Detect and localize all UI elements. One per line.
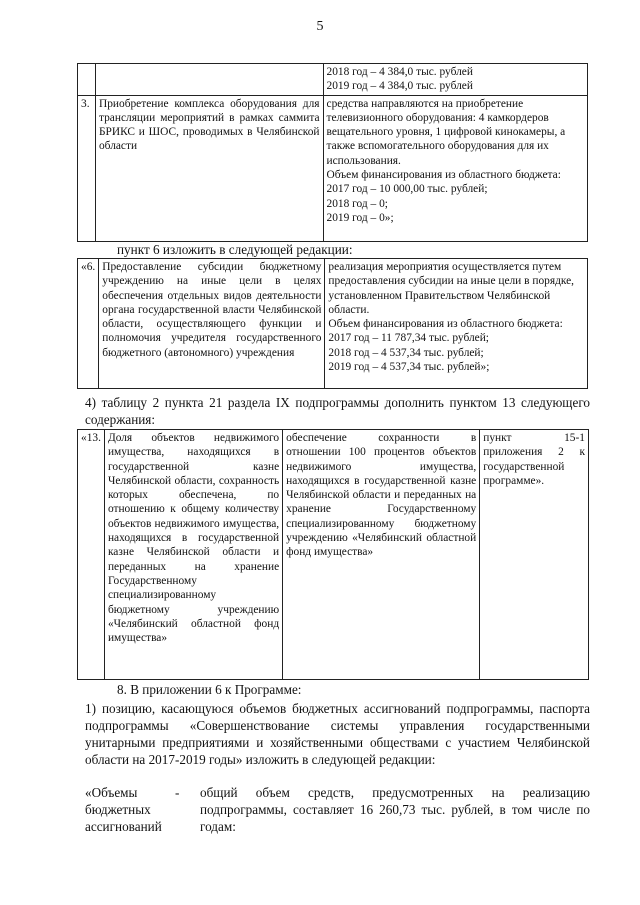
measure-name: Приобретение комплекса оборудования для трансляции мероприятий в рамках саммита БРИКС и ШОС, проводимых в Челябинской области <box>95 95 323 241</box>
row-number: 3. <box>78 95 96 241</box>
passport-key: «Объемы бюджетных ассигнований <box>85 785 162 834</box>
row-number: «6. <box>78 259 99 389</box>
funding-year-line: 2019 год – 4 384,0 тыс. рублей <box>326 80 473 93</box>
measure-description: реализация мероприятия осуществляется путем предоставления субсидии на иные цели в порядке, установленном Правительством Челябинской области. <box>328 261 575 316</box>
table-cell <box>78 64 96 96</box>
table-row <box>78 259 588 389</box>
measure-description: средства направляются на приобретение телевизионного оборудования: 4 камкордеров вещательного уровня, 1 цифровой кинокамеры, а также вспомогательного оборудования для их использования. <box>326 97 566 167</box>
paragraph: 4) таблицу 2 пункта 21 раздела IX подпрограммы дополнить пунктом 13 следующего содержания: <box>85 395 590 427</box>
measure-description-cell <box>323 95 587 241</box>
indicator-description: обеспечение сохранности в отношении 100 процентов объектов недвижимого имущества, находящихся в государственной казне Челябинской области и переданных на хранение Государственному специализированному бюджетному учреждению «Челябинский областной фонд имущества» <box>283 430 480 680</box>
indicator-name: Доля объектов недвижимого имущества, находящихся в государственной казне Челябинской области, сохранность которых обеспечена, по отношению к общему количеству объектов недвижимого имущества, находящихся в государственной казне Челябинской области и переданных на хранение Государственному специализированному бюджетному учреждению «Челябинский областной фонд имущества» <box>104 430 282 680</box>
measures-table-2 <box>77 258 588 389</box>
measures-table-1 <box>77 63 588 242</box>
table-row <box>78 430 589 680</box>
indicator-reference: пункт 15-1 приложения 2 к государственной программе». <box>480 430 589 680</box>
funding-year-line: 2019 год – 0»; <box>326 211 394 224</box>
passport-dash: - <box>175 785 180 800</box>
funding-intro: Объем финансирования из областного бюджета: <box>328 318 563 331</box>
paragraph: пункт 6 изложить в следующей редакции: <box>117 242 353 257</box>
page-number: 5 <box>316 19 324 34</box>
funding-year-line: 2019 год – 4 537,34 тыс. рублей»; <box>328 361 490 374</box>
funding-intro: Объем финансирования из областного бюджета: <box>326 169 561 182</box>
table-row <box>78 64 588 96</box>
funding-year-line: 2018 год – 0; <box>326 197 388 210</box>
passport-value: общий объем средств, предусмотренных на реализацию подпрограммы, составляет 16 260,73 тыс. рублей, в том числе по годам: <box>200 785 590 834</box>
row-number: «13. <box>78 430 105 680</box>
funding-year-line: 2017 год – 11 787,34 тыс. рублей; <box>328 332 489 345</box>
paragraph: 8. В приложении 6 к Программе: <box>117 682 302 697</box>
funding-year-line: 2018 год – 4 537,34 тыс. рублей; <box>328 346 484 359</box>
funding-year-line: 2018 год – 4 384,0 тыс. рублей <box>326 66 473 78</box>
measure-name: Предоставление субсидии бюджетному учреждению на иные цели в целях обеспечения отдельных видов деятельности органа государственной власти Челябинской области, осуществляющего функции и полномочия учредителя государственного бюджетного (автономного) учреждения <box>99 259 325 389</box>
table-row <box>78 95 588 241</box>
indicators-table <box>77 429 589 680</box>
table-cell <box>95 64 323 96</box>
measure-description-cell <box>325 259 588 389</box>
funding-year-line: 2017 год – 10 000,00 тыс. рублей; <box>326 183 488 196</box>
paragraph: 1) позицию, касающуюся объемов бюджетных ассигнований подпрограммы, паспорта подпрограммы «Совершенствование системы управления государственными унитарными предприятиями и хозяйственными обществами с участием Челябинской области на 2017-2019 годы» изложить в следующей редакции: <box>85 701 590 767</box>
funding-years-cell <box>323 64 587 96</box>
